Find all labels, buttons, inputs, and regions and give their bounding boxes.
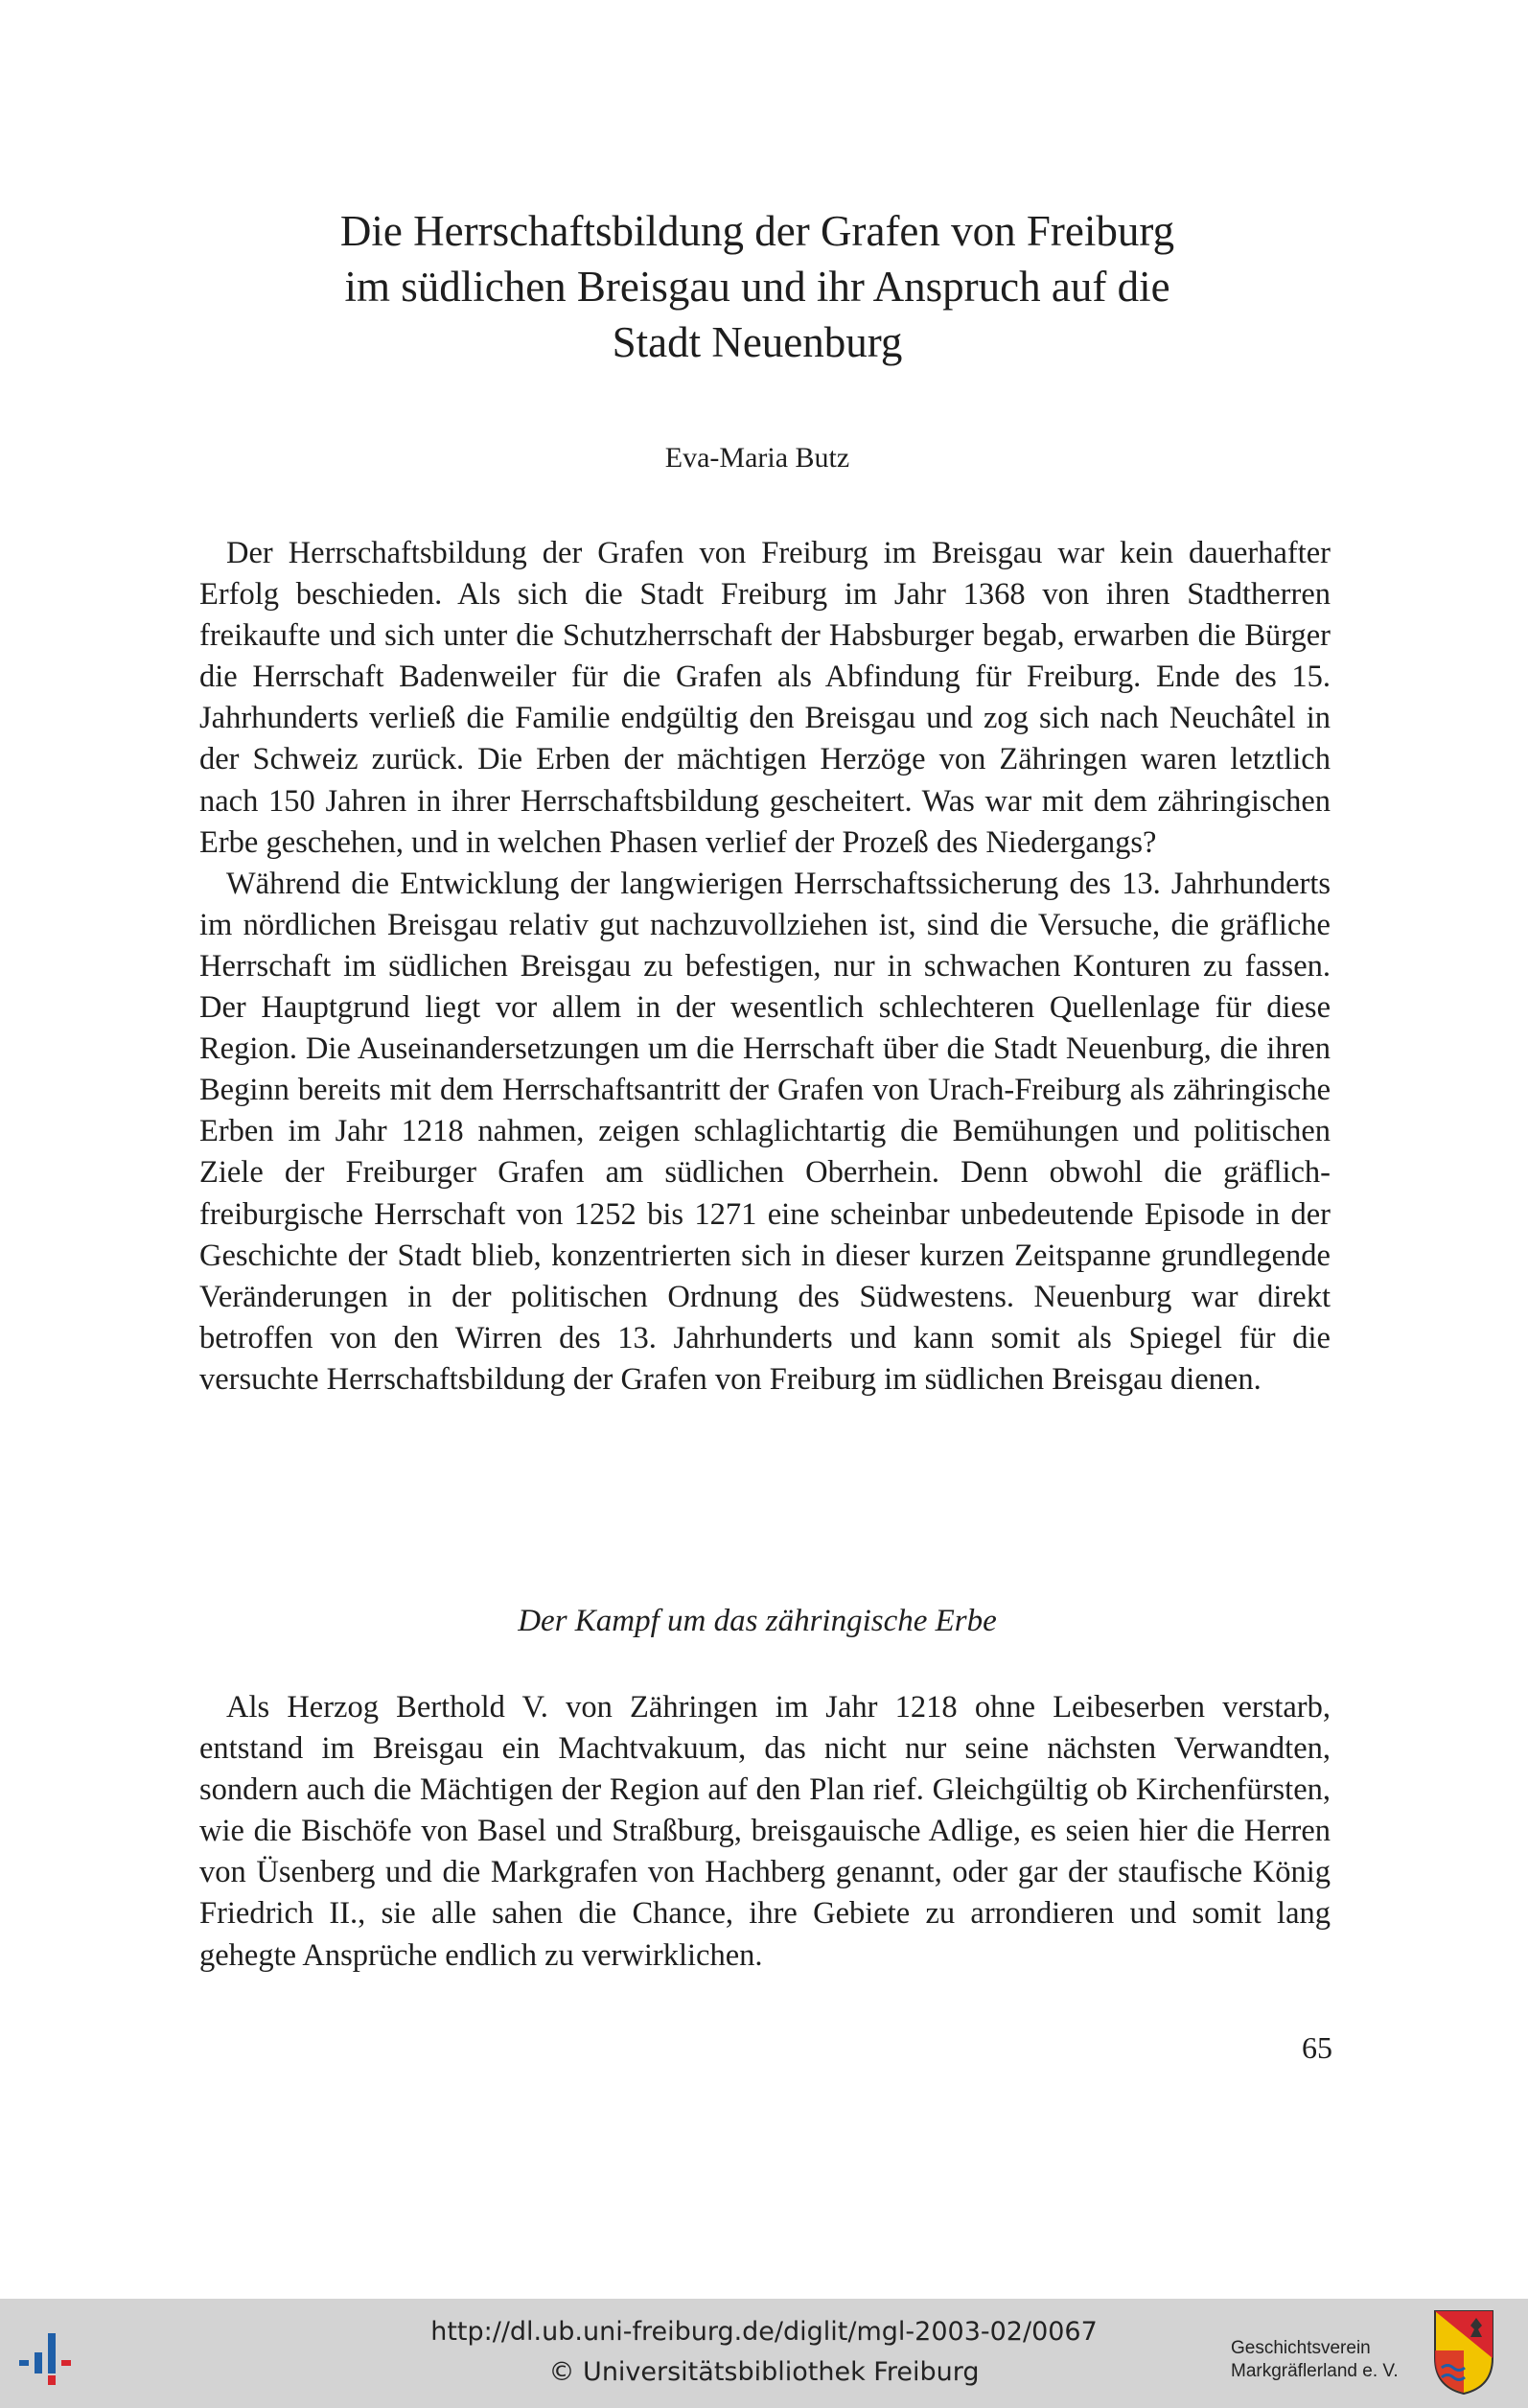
paragraph-3: Als Herzog Berthold V. von Zähringen im Jahr 1218 ohne Leibeserben verstarb, entstand im Breisgau ein Machtvakuum, das nicht nur seine nächsten Verwandten, sondern auch die Mächtigen der Region auf den Plan rief. Gleichgültig ob Kirchenfürsten, wie die Bischöfe von Basel und Straßburg, breisgauische Adlige, es seien hier die Herren von Üsenberg und die Markgrafen von Hachberg genannt, oder gar der staufische König Friedrich II., sie alle sahen die Chance, ihre Gebiete zu arrondieren und somit lang gehegte Ansprüche endlich zu verwirklichen. [199, 1690, 1331, 1973]
society-line-2: Markgräflerland e. V. [1231, 2361, 1399, 2381]
paragraph-2: Während die Entwicklung der langwierigen Herrschaftssicherung des 13. Jahrhunderts im nördlichen Breisgau relativ gut nachzuvollziehen ist, sind die Versuche, die gräfliche Herrschaft im südlichen Breisgau zu befestigen, nur in schwachen Konturen zu fassen. Der Hauptgrund liegt vor allem in der wesentlich schlechteren Quellenlage für diese Region. Die Auseinandersetzungen um die Herrschaft über die Stadt Neuenburg, die ihren Beginn bereits mit dem Herrschaftsantritt der Grafen von Urach-Freiburg als zähringische Erben im Jahr 1218 nahmen, zeigen schlaglichtartig die Bemühungen und politischen Ziele der Freiburger Grafen am südlichen Oberrhein. Denn obwohl die gräflich-freiburgische Herrschaft von 1252 bis 1271 eine scheinbar unbedeutende Episode in der Geschichte der Stadt blieb, konzentrierten sich in dieser kurzen Zeitspanne grundlegende Veränderungen in der politischen Ordnung des Südwestens. Neuenburg war direkt betroffen von den Wirren des 13. Jahrhunderts und kann somit als Spiegel für die versuchte Herrschaftsbildung der Grafen von Freiburg im südlichen Breisgau dienen. [199, 866, 1331, 1397]
source-url-link[interactable]: http://dl.ub.uni-freiburg.de/diglit/mgl-2003-02/0067 [430, 2317, 1098, 2347]
footer-bar [0, 2299, 1528, 2408]
coat-of-arms-icon [1432, 2308, 1495, 2396]
title-line-2: im südlichen Breisgau und ihr Anspruch auf die [344, 263, 1170, 311]
section-heading: Der Kampf um das zähringische Erbe [518, 1604, 997, 1638]
paragraph-1: Der Herrschaftsbildung der Grafen von Freiburg im Breisgau war kein dauerhafter Erfolg beschieden. Als sich die Stadt Freiburg im Jahr 1368 von ihren Stadtherren freikaufte und sich unter die Schutzherrschaft der Habsburger begab, erwarben die Bürger die Herrschaft Badenweiler für die Grafen als Abfindung für Freiburg. Ende des 15. Jahrhunderts verließ die Familie endgültig den Breisgau und zog sich nach Neuchâtel in der Schweiz zurück. Die Erben der mächtigen Herzöge von Zähringen waren letztlich nach 150 Jahren in ihrer Herrschaftsbildung gescheitert. Was war mit dem zähringischen Erbe geschehen, und in welchen Phasen verlief der Prozeß des Niedergangs? [199, 536, 1331, 860]
section-text [199, 1687, 1331, 1977]
page-number: 65 [1302, 2030, 1332, 2065]
title-line-1: Die Herrschaftsbildung der Grafen von Freiburg [339, 207, 1175, 255]
ub-freiburg-logo-icon [17, 2316, 104, 2389]
copyright-notice: © Universitätsbibliothek Freiburg [548, 2357, 980, 2387]
author-name: Eva-Maria Butz [664, 442, 850, 474]
intro-text [199, 533, 1331, 1401]
society-line-1: Geschichtsverein [1231, 2338, 1371, 2358]
society-name [1231, 2337, 1423, 2383]
title-line-3: Stadt Neuenburg [612, 318, 903, 366]
article-title [220, 203, 1294, 370]
